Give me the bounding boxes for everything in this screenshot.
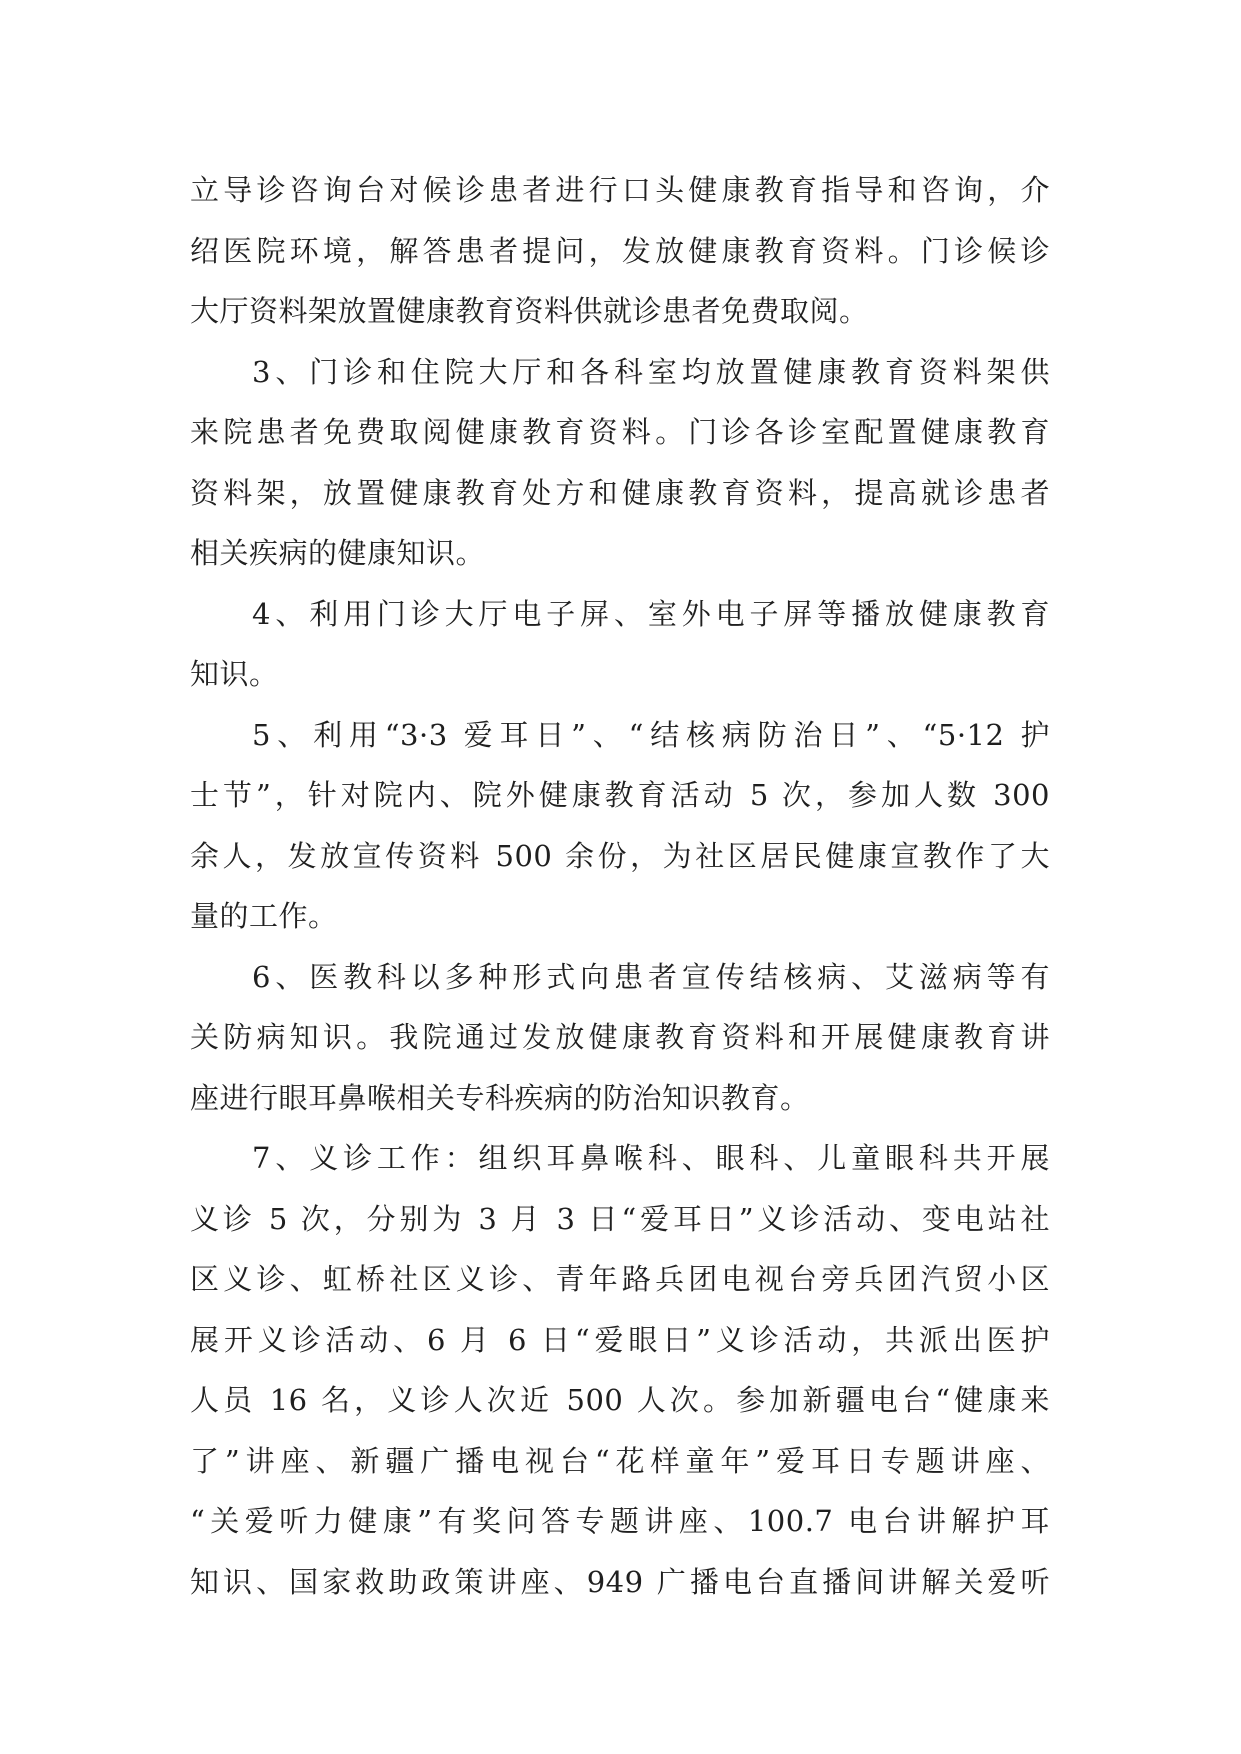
text-line: 立导诊咨询台对候诊患者进行口头健康教育指导和咨询，介	[190, 173, 1050, 207]
text-line: 知识、国家救助政策讲座、949 广播电台直播间讲解关爱听	[190, 1564, 1050, 1599]
paragraph-7-first-line: 7、义诊工作：组织耳鼻喉科、眼科、儿童眼科共开展	[252, 1141, 1050, 1175]
text-line: 座进行眼耳鼻喉相关专科疾病的防治知识教育。	[190, 1080, 810, 1115]
text-line: 余人，发放宣传资料 500 余份，为社区居民健康宣教作了大	[190, 838, 1050, 873]
text-line: 关防病知识。我院通过发放健康教育资料和开展健康教育讲	[190, 1020, 1050, 1054]
text-line: 士节”，针对院内、院外健康教育活动 5 次，参加人数 300	[190, 778, 1050, 812]
text-line: 展开义诊活动、6 月 6 日“爱眼日”义诊活动，共派出医护	[190, 1322, 1050, 1357]
text-line: 量的工作。	[190, 899, 338, 933]
text-line: 来院患者免费取阅健康教育资料。门诊各诊室配置健康教育	[190, 415, 1050, 449]
text-line: 义诊 5 次，分别为 3 月 3 日“爱耳日”义诊活动、变电站社	[190, 1201, 1050, 1236]
paragraph-6-first-line: 6、医教科以多种形式向患者宣传结核病、艾滋病等有	[252, 959, 1050, 994]
text-line: 区义诊、虹桥社区义诊、青年路兵团电视台旁兵团汽贸小区	[190, 1262, 1050, 1296]
text-line: 资料架，放置健康教育处方和健康教育资料，提高就诊患者	[190, 475, 1050, 510]
text-line: “关爱听力健康”有奖问答专题讲座、100.7 电台讲解护耳	[190, 1504, 1050, 1538]
text-line: 知识。	[190, 657, 279, 691]
text-line: 绍医院环境，解答患者提问，发放健康教育资料。门诊候诊	[190, 233, 1050, 268]
document-body	[190, 160, 1050, 1612]
text-line: 了”讲座、新疆广播电视台“花样童年”爱耳日专题讲座、	[190, 1443, 1050, 1478]
paragraph-5-first-line: 5、利用“3·3 爱耳日”、“结核病防治日”、“5·12 护	[252, 717, 1050, 752]
text-line: 人员 16 名，义诊人次近 500 人次。参加新疆电台“健康来	[190, 1383, 1050, 1417]
text-line: 大厅资料架放置健康教育资料供就诊患者免费取阅。	[190, 294, 869, 328]
paragraph-3-first-line: 3、门诊和住院大厅和各科室均放置健康教育资料架供	[252, 354, 1050, 389]
paragraph-4-first-line: 4、利用门诊大厅电子屏、室外电子屏等播放健康教育	[252, 596, 1050, 631]
text-line: 相关疾病的健康知识。	[190, 536, 486, 570]
